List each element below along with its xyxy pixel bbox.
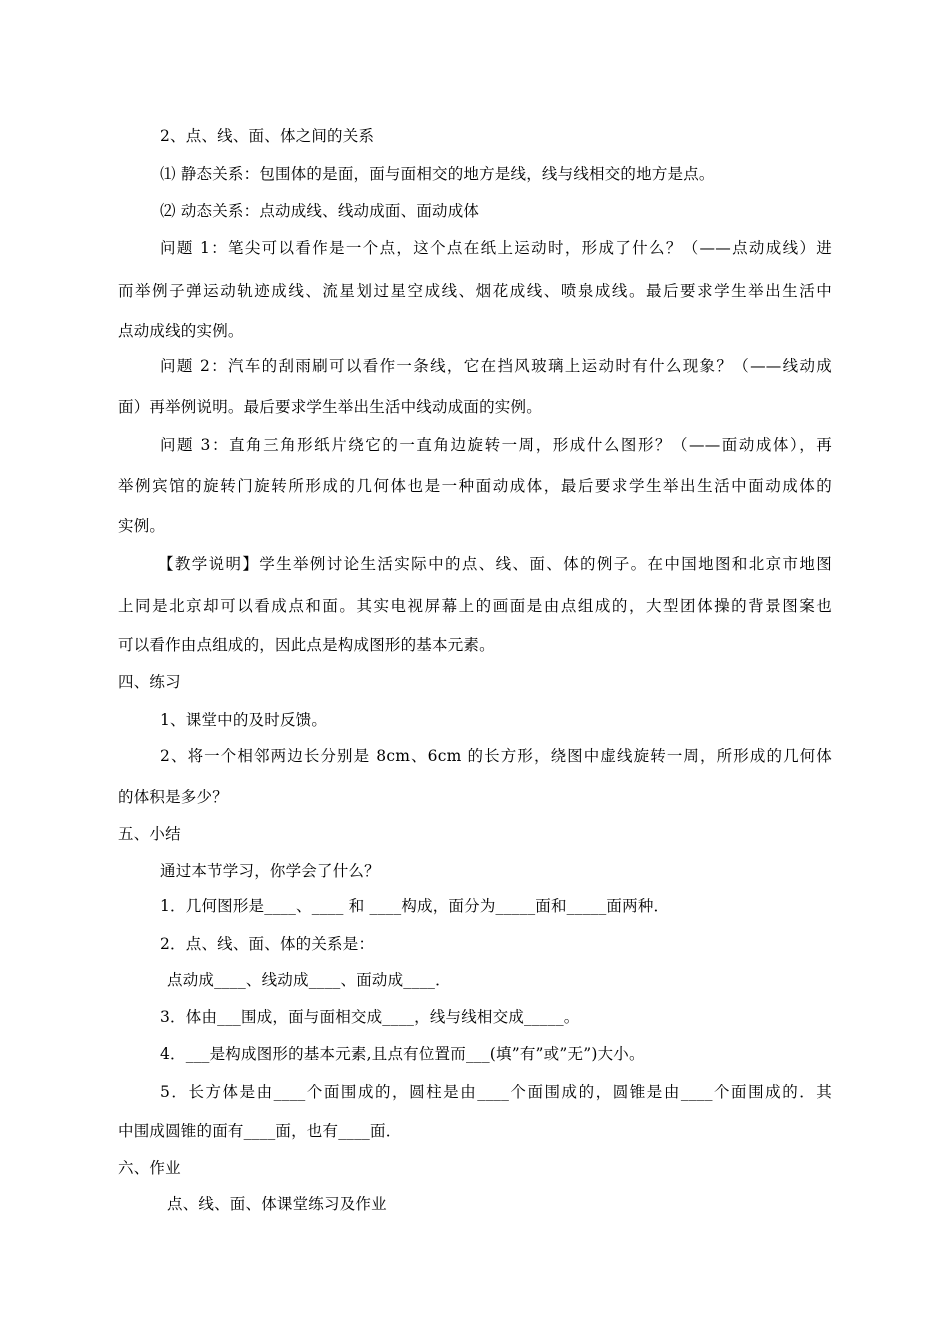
homework-heading: 六、作业 [118,1159,181,1177]
summary-item-4: 4．___是构成图形的基本元素,且点有位置而___(填”有”或”无”)大小。 [160,1045,645,1063]
dynamic-relation-text: ⑵ 动态关系：点动成线、线动成面、面动成体 [160,202,480,220]
teaching-note-line-2: 上同是北京却可以看成点和面。其实电视屏幕上的画面是由点组成的，大型团体操的背景图案也 [118,597,832,615]
summary-item-2: 2．点、线、面、体的关系是： [160,935,375,953]
summary-item-3: 3．体由___围成，面与面相交成____，线与线相交成_____。 [160,1008,580,1026]
summary-intro: 通过本节学习，你学会了什么？ [160,862,380,880]
teaching-note-line-3: 可以看作由点组成的，因此点是构成图形的基本元素。 [118,636,495,654]
practice-item-2-line-2: 的体积是多少？ [118,788,228,806]
homework-text: 点、线、面、体课堂练习及作业 [167,1195,387,1213]
summary-item-1: 1．几何图形是____、____ 和 ____构成，面分为_____面和_____面两种． [160,897,670,915]
practice-item-2-line-1: 2、将一个相邻两边长分别是 8cm、6cm 的长方形，绕图中虚线旋转一周，所形成的几何体 [160,747,832,765]
teaching-note-line-1: 【教学说明】学生举例讨论生活实际中的点、线、面、体的例子。在中国地图和北京市地图 [158,555,832,573]
question-3-line-1: 问题 3：直角三角形纸片绕它的一直角边旋转一周，形成什么图形？（——面动成体），再 [160,436,832,454]
summary-item-5-line-2: 中围成圆锥的面有____面，也有____面． [118,1122,402,1140]
question-3-line-3: 实例。 [118,517,166,535]
summary-item-2-blanks: 点动成____、线动成____、面动成____． [167,971,451,989]
static-relation-text: ⑴ 静态关系：包围体的是面，面与面相交的地方是线，线与线相交的地方是点。 [160,165,715,183]
practice-item-1: 1、课堂中的及时反馈。 [160,711,328,729]
question-3-line-2: 举例宾馆的旋转门旋转所形成的几何体也是一种面动成体，最后要求学生举出生活中面动成体的 [118,477,832,495]
summary-heading: 五、小结 [118,825,181,843]
question-1-line-1: 问题 1：笔尖可以看作是一个点，这个点在纸上运动时，形成了什么？（——点动成线）进 [160,239,832,257]
summary-item-5-line-1: 5．长方体是由____个面围成的，圆柱是由____个面围成的，圆锥是由____个面围成的．其 [160,1083,832,1101]
question-1-line-3: 点动成线的实例。 [118,322,244,340]
question-2-line-2: 面）再举例说明。最后要求学生举出生活中线动成面的实例。 [118,398,542,416]
section-heading-relations: 2、点、线、面、体之间的关系 [160,127,375,145]
question-2-line-1: 问题 2：汽车的刮雨刷可以看作一条线，它在挡风玻璃上运动时有什么现象？（——线动成 [160,357,832,375]
practice-heading: 四、练习 [118,673,181,691]
question-1-line-2: 而举例子弹运动轨迹成线、流星划过星空成线、烟花成线、喷泉成线。最后要求学生举出生活中 [118,282,832,300]
